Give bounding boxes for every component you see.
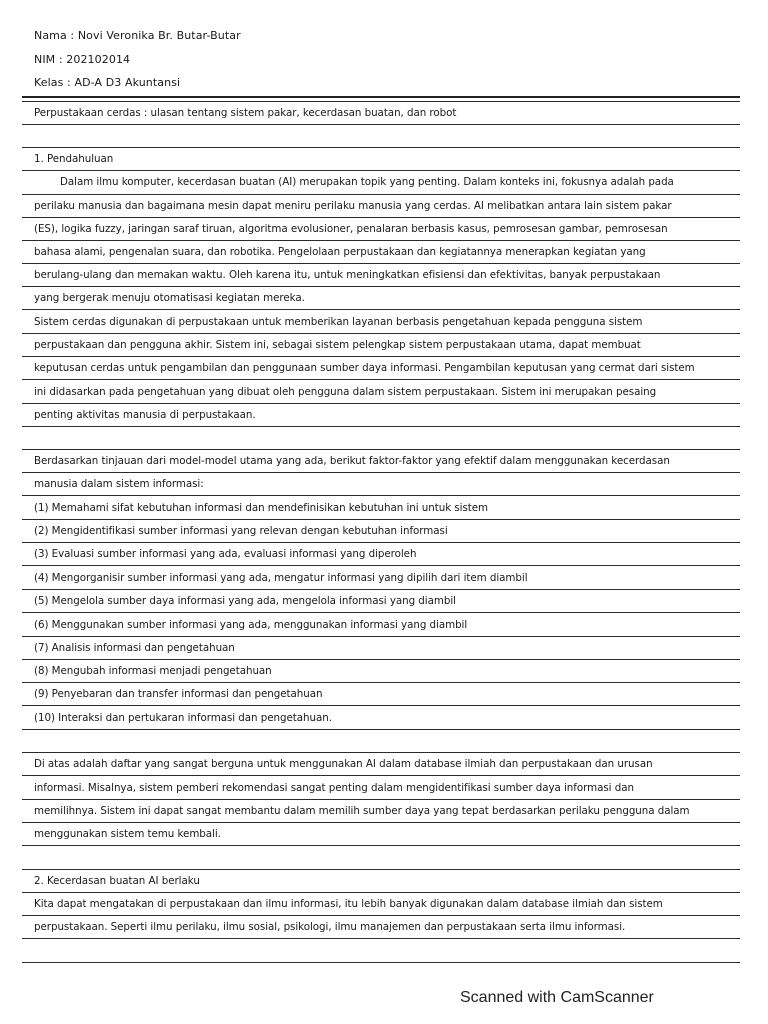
- section-heading: 2. Kecerdasan buatan AI berlaku: [34, 875, 200, 887]
- ruled-line: [22, 775, 740, 776]
- ruled-line: [22, 147, 740, 148]
- ruled-line: [22, 101, 740, 102]
- ruled-line: [22, 309, 740, 310]
- ruled-line: [22, 472, 740, 473]
- paragraph-line: memilihnya. Sistem ini dapat sangat membantu dalam memilih sumber daya yang tepat berdasarkan perilaku pengguna dalam: [34, 805, 690, 817]
- paragraph-line: Sistem cerdas digunakan di perpustakaan untuk memberikan layanan berbasis pengetahuan kepada pengguna sistem: [34, 316, 643, 328]
- list-item: (3) Evaluasi sumber informasi yang ada, evaluasi informasi yang diperoleh: [34, 548, 417, 560]
- section-heading: 1. Pendahuluan: [34, 153, 114, 165]
- ruled-line: [22, 822, 740, 823]
- paragraph-line: yang bergerak menuju otomatisasi kegiatan mereka.: [34, 292, 305, 304]
- ruled-line: [22, 845, 740, 846]
- paragraph-line: Berdasarkan tinjauan dari model-model utama yang ada, berikut faktor-faktor yang efektif dalam menggunakan kecerdasan: [34, 455, 670, 467]
- list-item: (6) Menggunakan sumber informasi yang ada, menggunakan informasi yang diambil: [34, 619, 468, 631]
- paragraph-line: perpustakaan dan pengguna akhir. Sistem ini, sebagai sistem pelengkap sistem perpustakaan utama, dapat membuat: [34, 339, 641, 351]
- ruled-line: [22, 170, 740, 171]
- paragraph-line: ini didasarkan pada pengetahuan yang dibuat oleh pengguna dalam sistem perpustakaan. Sistem ini merupakan pesaing: [34, 386, 657, 398]
- student-name: Nama : Novi Veronika Br. Butar-Butar: [34, 29, 241, 42]
- ruled-line: [22, 263, 740, 264]
- ruled-line: [22, 449, 740, 450]
- paragraph-line: Di atas adalah daftar yang sangat berguna untuk menggunakan AI dalam database ilmiah dan perpustakaan dan urusan: [34, 758, 653, 770]
- ruled-line: [22, 729, 740, 730]
- ruled-line: [22, 194, 740, 195]
- ruled-line: [22, 636, 740, 637]
- list-item: (2) Mengidentifikasi sumber informasi yang relevan dengan kebutuhan informasi: [34, 525, 448, 537]
- ruled-line: [22, 589, 740, 590]
- paragraph-line: menggunakan sistem temu kembali.: [34, 828, 221, 840]
- ruled-line: [22, 705, 740, 706]
- list-item: (4) Mengorganisir sumber informasi yang ada, mengatur informasi yang dipilih dari item diambil: [34, 572, 528, 584]
- paragraph-line: informasi. Misalnya, sistem pemberi rekomendasi sangat penting dalam mengidentifikasi sumber daya informasi dan: [34, 782, 634, 794]
- ruled-line: [22, 124, 740, 125]
- ruled-line: [22, 240, 740, 241]
- list-item: (5) Mengelola sumber daya informasi yang ada, mengelola informasi yang diambil: [34, 595, 456, 607]
- paragraph-line: perpustakaan. Seperti ilmu perilaku, ilmu sosial, psikologi, ilmu manajemen dan perpustakaan serta ilmu informasi.: [34, 921, 626, 933]
- ruled-line: [22, 659, 740, 660]
- list-item: (8) Mengubah informasi menjadi pengetahuan: [34, 665, 272, 677]
- paragraph-line: penting aktivitas manusia di perpustakaan.: [34, 409, 256, 421]
- paragraph-line: (ES), logika fuzzy, jaringan saraf tiruan, algoritma evolusioner, penalaran berbasis kasus, pemrosesan gambar, pemrosesan: [34, 223, 668, 235]
- paragraph-line: berulang-ulang dan memakan waktu. Oleh karena itu, untuk meningkatkan efisiensi dan efektivitas, banyak perpustakaan: [34, 269, 661, 281]
- ruled-line: [22, 938, 740, 939]
- ruled-line: [22, 565, 740, 566]
- scanner-watermark: Scanned with CamScanner: [460, 989, 654, 1006]
- ruled-line: [22, 612, 740, 613]
- ruled-line: [22, 356, 740, 357]
- paragraph-line: keputusan cerdas untuk pengambilan dan penggunaan sumber daya informasi. Pengambilan keputusan yang cermat dari sistem: [34, 362, 695, 374]
- ruled-line: [22, 403, 740, 404]
- paragraph-line: Dalam ilmu komputer, kecerdasan buatan (AI) merupakan topik yang penting. Dalam konteks ini, fokusnya adalah pada: [60, 176, 674, 188]
- ruled-line: [22, 962, 740, 963]
- ruled-line: [22, 286, 740, 287]
- student-nim: NIM : 202102014: [34, 53, 131, 66]
- ruled-line: [22, 495, 740, 496]
- ruled-line: [22, 426, 740, 427]
- ruled-line: [22, 379, 740, 380]
- document-title: Perpustakaan cerdas : ulasan tentang sistem pakar, kecerdasan buatan, dan robot: [34, 107, 457, 119]
- ruled-line: [22, 217, 740, 218]
- ruled-line: [22, 542, 740, 543]
- ruled-line: [22, 682, 740, 683]
- paragraph-line: Kita dapat mengatakan di perpustakaan dan ilmu informasi, itu lebih banyak digunakan dalam database ilmiah dan sistem: [34, 898, 663, 910]
- paragraph-line: manusia dalam sistem informasi:: [34, 478, 204, 490]
- ruled-line: [22, 869, 740, 870]
- list-item: (1) Memahami sifat kebutuhan informasi dan mendefinisikan kebutuhan ini untuk sistem: [34, 502, 489, 514]
- ruled-line: [22, 96, 740, 98]
- list-item: (10) Interaksi dan pertukaran informasi dan pengetahuan.: [34, 712, 332, 724]
- ruled-line: [22, 892, 740, 893]
- ruled-line: [22, 752, 740, 753]
- ruled-line: [22, 799, 740, 800]
- paragraph-line: perilaku manusia dan bagaimana mesin dapat meniru perilaku manusia yang cerdas. AI melibatkan antara lain sistem pakar: [34, 200, 672, 212]
- ruled-line: [22, 519, 740, 520]
- ruled-line: [22, 915, 740, 916]
- list-item: (9) Penyebaran dan transfer informasi dan pengetahuan: [34, 688, 323, 700]
- paragraph-line: bahasa alami, pengenalan suara, dan robotika. Pengelolaan perpustakaan dan kegiatannya menerapkan kegiatan yang: [34, 246, 646, 258]
- student-class: Kelas : AD-A D3 Akuntansi: [34, 76, 181, 89]
- list-item: (7) Analisis informasi dan pengetahuan: [34, 642, 235, 654]
- ruled-line: [22, 333, 740, 334]
